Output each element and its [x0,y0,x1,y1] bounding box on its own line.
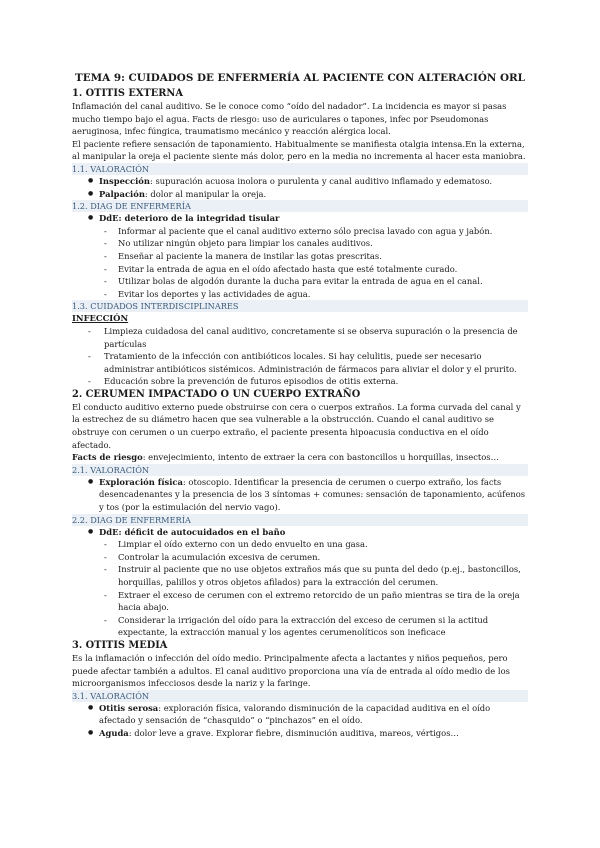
bullet-list [72,175,528,200]
dash-list [72,225,528,301]
list-item: - Considerar la irrigación del oído para la extracción del exceso de cerumen si la actitud expectante, la extracción manual y los agentes cerumenolíticos son ineficace [72,614,528,639]
list-item: - No utilizar ningún objeto para limpiar los canales auditivos. [72,237,528,250]
list-item: - Instruir al paciente que no use objetos extraños más que su punta del dedo (p.ej., bastoncillos, horquillas, palillos y otros objetos afilados) para la extracción del cerumen. [72,563,528,588]
list-item: - Enseñar al paciente la manera de instilar las gotas prescritas. [72,250,528,263]
term-label: Exploración física [99,476,183,487]
list-item [72,476,528,514]
document-page [72,72,528,740]
term-text: : supuración acuosa inolora o purulenta y canal auditivo inflamado y edematoso. [149,175,493,186]
list-item: - Limpiar el oído externo con un dedo envuelto en una gasa. [72,538,528,551]
list-item: - Controlar la acumulación excesiva de cerumen. [72,551,528,564]
term-text: : exploración física, valorando disminución de la capacidad auditiva en el oído afectado y sensación de “chasquido” o “pinchazos” en el oído. [99,702,491,726]
list-item: - Utilizar bolas de algodón durante la ducha para evitar la entrada de agua en el canal. [72,275,528,288]
term-text: : otoscopio. Identificar la presencia de cerumen o cuerpo extraño, los facts desencadenantes y la presencia de los 3 síntomas + comunes: sensación de taponamiento, acúfenos y tos (por la estimulación del nervio vago). [99,476,526,513]
list-item: - Evitar la entrada de agua en el oído afectado hasta que esté totalmente curado. [72,263,528,276]
list-item [72,727,528,740]
bullet-list [72,212,528,300]
subheading-diag: 2.2. DIAG DE ENFERMERÍA [72,514,528,526]
paragraph: El conducto auditivo externo puede obstruirse con cera o cuerpos extraños. La forma curvada del canal y la estrechez de su diámetro hacen que sea vulnerable a la obstrucción. Cuando el canal auditivo se obstruye con cerumen o un cuerpo extraño, el paciente presenta hipoacusia conductiva en el oído afectado. [72,401,521,450]
dash-list [72,538,528,639]
list-item: - Limpieza cuidadosa del canal auditivo, concretamente si se observa supuración o la presencia de partículas [72,325,528,350]
list-item [72,526,528,639]
subheading-valoracion: 1.1. VALORACIÓN [72,163,528,175]
dde-label: DdE: deterioro de la integridad tisular [99,213,280,224]
document-title: TEMA 9: CUIDADOS DE ENFERMERÍA AL PACIENTE CON ALTERACIÓN ORL [75,72,525,84]
term-label: Inspección [99,175,150,186]
subheading-cuidados: 1.3. CUIDADOS INTERDISCIPLINARES [72,300,528,312]
term-text: : dolor leve a grave. Explorar fiebre, disminución auditiva, mareos, vértigos… [128,727,459,738]
list-item: - Tratamiento de la infección con antibióticos locales. Si hay celulitis, puede ser necesario administrar antibióticos sistémicos. Administración de fármacos para aliviar el dolor y el prurito. [72,350,528,375]
paragraph: El paciente refiere sensación de taponamiento. Habitualmente se manifiesta otalgia intensa.En la externa, al manipular la oreja el paciente siente más dolor, pero en la media no incrementa al hacer esta maniobra. [72,138,526,162]
bullet-list [72,476,528,514]
dash-list [72,325,528,388]
term-label: Aguda [99,727,129,738]
section-heading-otitis-externa: 1. OTITIS EXTERNA [72,88,183,99]
section-heading-cerumen: 2. CERUMEN IMPACTADO O UN CUERPO EXTRAÑO [72,388,361,400]
paragraph: Inflamación del canal auditivo. Se le conoce como “oído del nadador”. La incidencia es mayor si pasas mucho tiempo bajo el agua. Facts de riesgo: uso de auriculares o tapones, infec por Pseudomonas aeruginosa, infec fúngica, traumatismo mecánico y reacción alérgica local. [72,101,507,137]
subheading-valoracion: 3.1. VALORACIÓN [72,690,528,702]
list-item: - Evitar los deportes y las actividades de agua. [72,288,528,301]
paragraph [72,451,528,464]
bullet-list [72,702,528,740]
list-item [72,212,528,300]
paragraph: Es la inflamación o infección del oído medio. Principalmente afecta a lactantes y niños pequeños, pero puede afectar también a adultos. El canal auditivo proporciona una vía de entrada al oído medio de los microorganismos infecciosos desde la nariz y la faringe. [72,652,510,689]
dde-label: DdE: déficit de autocuidados en el baño [99,526,286,537]
list-item: - Informar al paciente que el canal auditivo externo sólo precisa lavado con agua y jabón. [72,225,528,238]
list-item [72,188,528,201]
list-item [72,175,528,188]
subheading-diag: 1.2. DIAG DE ENFERMERÍA [72,200,528,212]
list-item [72,702,528,727]
term-label: Otitis serosa [99,702,159,713]
bullet-list [72,526,528,639]
term-text: : envejecimiento, intento de extraer la cera con bastoncillos u horquillas, insectos… [142,452,499,463]
infeccion-label: INFECCIÓN [72,313,129,324]
term-label: Palpación [99,188,145,199]
list-item: - Educación sobre la prevención de futuros episodios de otitis externa. [72,375,528,388]
term-text: : dolor al manipular la oreja. [144,188,267,199]
list-item: - Extraer el exceso de cerumen con el extremo retorcido de un paño mientras se tira de la oreja hacia abajo. [72,589,528,614]
subheading-valoracion: 2.1. VALORACIÓN [72,464,528,476]
term-label: Facts de riesgo [72,452,143,463]
section-heading-otitis-media: 3. OTITIS MEDIA [72,639,168,651]
